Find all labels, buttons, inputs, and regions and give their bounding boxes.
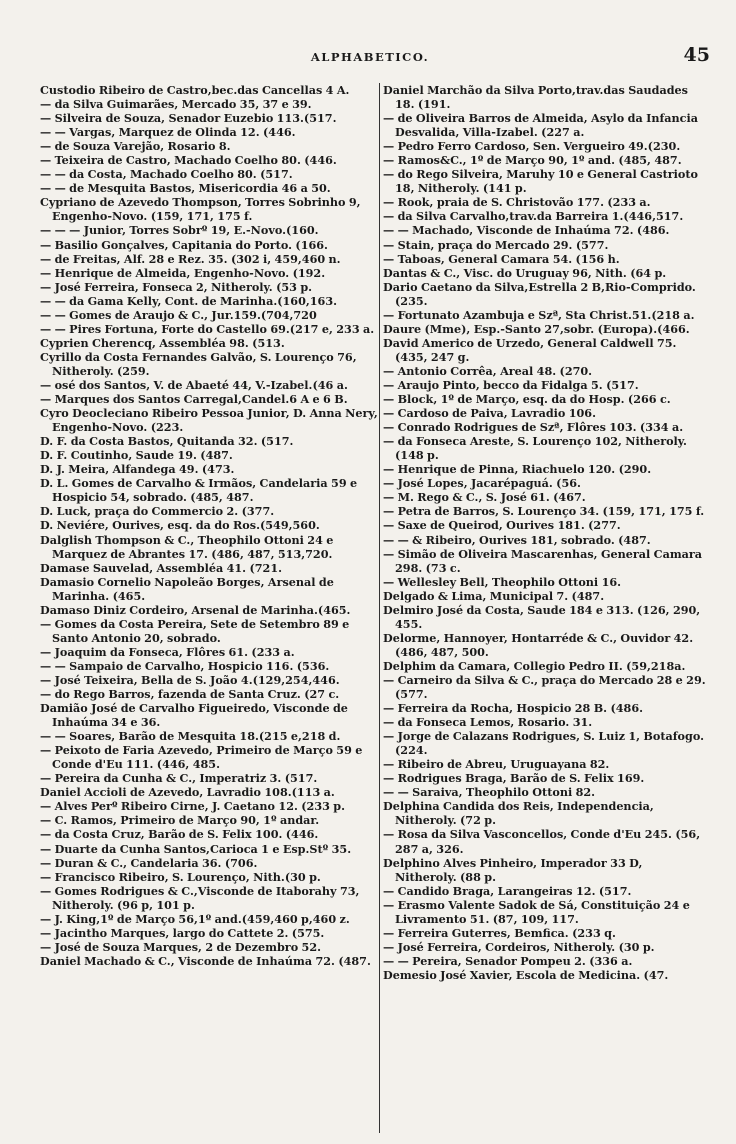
- directory-entry: — Rosa da Silva Vasconcellos, Conde d'Eu 245. (56, 287 a, 326.: [383, 827, 701, 856]
- directory-entry: — do Rego Silveira, Maruhy 10 e General Castrioto 18, Nitheroly. (141 p.: [383, 167, 698, 196]
- directory-entry: Daniel Machado & C., Visconde de Inhaúma 72. (487.: [40, 953, 371, 968]
- directory-entry: Damasio Cornelio Napoleão Borges, Arsenal de Marinha. (465.: [40, 574, 334, 603]
- directory-entry: — J. King,1º de Março 56,1º and.(459,460 p,460 z.: [40, 911, 350, 926]
- page-header: [30, 44, 710, 70]
- directory-entry: David Americo de Urzedo, General Caldwell 75. (435, 247 g.: [383, 335, 677, 364]
- directory-entry: — Rook, praia de S. Christovão 177. (233 a.: [383, 195, 651, 210]
- directory-entry: — — Pereira, Senador Pompeu 2. (336 a.: [383, 953, 633, 968]
- directory-entry: — Jacintho Marques, largo do Cattete 2. (575.: [40, 925, 325, 940]
- directory-entry: — José Ferreira, Cordeiros, Nitheroly. (30 p.: [383, 939, 655, 954]
- directory-entry: — Francisco Ribeiro, S. Lourenço, Nith.(30 p.: [40, 869, 321, 884]
- directory-entry: — José Teixeira, Bella de S. João 4.(129,254,446.: [40, 672, 340, 687]
- directory-entry: — Ferreira da Rocha, Hospicio 28 B. (486.: [383, 701, 644, 716]
- directory-entry: — — Saraiva, Theophilo Ottoni 82.: [383, 785, 596, 800]
- directory-entry: — Rodrigues Braga, Barão de S. Felix 169.: [383, 771, 645, 786]
- directory-entry: D. Luck, praça do Commercio 2. (377.: [40, 504, 275, 519]
- directory-entry: — Gomes da Costa Pereira, Sete de Setembro 89 e Santo Antonio 20, sobrado.: [40, 616, 350, 645]
- directory-entry: — Teixeira de Castro, Machado Coelho 80. (446.: [40, 153, 337, 168]
- directory-entry: Damaso Diniz Cordeiro, Arsenal de Marinha.(465.: [40, 602, 351, 617]
- directory-entry: — Candido Braga, Larangeiras 12. (517.: [383, 883, 632, 898]
- directory-entry: — Jorge de Calazans Rodrigues, S. Luiz 1, Botafogo. (224.: [383, 729, 705, 758]
- page-title: ALPHABETICO.: [310, 50, 430, 64]
- directory-entry: — Fortunato Azambuja e Szª, Sta Christ.51.(218 a.: [383, 307, 695, 322]
- directory-entry: — José Ferreira, Fonseca 2, Nitheroly. (53 p.: [40, 279, 313, 294]
- right-column: [383, 83, 707, 1133]
- directory-entry: — — Sampaio de Carvalho, Hospicio 116. (536.: [40, 658, 330, 673]
- directory-entry: Cyrillo da Costa Fernandes Galvão, S. Lourenço 76, Nitheroly. (259.: [40, 349, 357, 378]
- directory-entry: D. J. Meira, Alfandega 49. (473.: [40, 462, 235, 477]
- directory-entry: — Ramos&C., 1º de Março 90, 1º and. (485, 487.: [383, 153, 682, 168]
- directory-entry: D. F. Coutinho, Saude 19. (487.: [40, 448, 233, 463]
- directory-entry: — de Souza Varejão, Rosario 8.: [40, 139, 231, 154]
- directory-entry: — — — Junior, Torres Sobrº 19, E.-Novo.(160.: [40, 223, 319, 238]
- directory-entry: — do Rego Barros, fazenda de Santa Cruz. (27 c.: [40, 687, 340, 702]
- directory-entry: — Pereira da Cunha & C., Imperatriz 3. (517.: [40, 771, 318, 786]
- directory-entry: Delgado & Lima, Municipal 7. (487.: [383, 588, 605, 603]
- directory-entry: Cyro Deocleciano Ribeiro Pessoa Junior, D. Anna Nery, Engenho-Novo. (223.: [40, 406, 378, 435]
- directory-entry: — C. Ramos, Primeiro de Março 90, 1º andar.: [40, 813, 320, 828]
- directory-entry: Daniel Accioli de Azevedo, Lavradio 108.(113 a.: [40, 785, 335, 800]
- directory-entry: — Stain, praça do Mercado 29. (577.: [383, 237, 609, 252]
- directory-entry: Cyprien Cherencq, Assembléa 98. (513.: [40, 335, 285, 350]
- directory-entry: — Wellesley Bell, Theophilo Ottoni 16.: [383, 574, 622, 589]
- directory-entry: — Erasmo Valente Sadok de Sá, Constituição 24 e Livramento 51. (87, 109, 117.: [383, 897, 690, 926]
- directory-entry: — Duarte da Cunha Santos,Carioca 1 e Esp.Stº 35.: [40, 841, 352, 856]
- directory-entry: Dario Caetano da Silva,Estrella 2 B,Rio-Comprido. (235.: [383, 279, 696, 308]
- directory-entry: — Peixoto de Faria Azevedo, Primeiro de Março 59 e Conde d'Eu 111. (446, 485.: [40, 743, 363, 772]
- directory-entry: — da Silva Guimarães, Mercado 35, 37 e 39.: [40, 97, 312, 112]
- directory-entry: — — Machado, Visconde de Inhaúma 72. (486.: [383, 223, 670, 238]
- directory-entry: — Alves Perº Ribeiro Cirne, J. Caetano 12. (233 p.: [40, 799, 346, 814]
- directory-entry: Demesio José Xavier, Escola de Medicina. (47.: [383, 967, 669, 982]
- directory-entry: — José Lopes, Jacarépaguá. (56.: [383, 476, 581, 491]
- directory-entry: — José de Souza Marques, 2 de Dezembro 52.: [40, 939, 322, 954]
- directory-entry: D. L. Gomes de Carvalho & Irmãos, Candelaria 59 e Hospicio 54, sobrado. (485, 487.: [40, 476, 358, 505]
- directory-entry: — Antonio Corrêa, Areal 48. (270.: [383, 363, 593, 378]
- directory-entry: — Duran & C., Candelaria 36. (706.: [40, 855, 258, 870]
- directory-entry: — Henrique de Almeida, Engenho-Novo. (192.: [40, 265, 326, 280]
- directory-entry: Delmiro José da Costa, Saude 184 e 313. (126, 290, 455.: [383, 602, 701, 631]
- directory-entry: — Cardoso de Paiva, Lavradio 106.: [383, 406, 596, 421]
- directory-entry: — da Fonseca Areste, S. Lourenço 102, Nitheroly. (148 p.: [383, 434, 687, 463]
- directory-entry: — — Pires Fortuna, Forte do Castello 69.(217 e, 233 a.: [40, 321, 375, 336]
- directory-entry: Damião José de Carvalho Figueiredo, Visconde de Inhaúma 34 e 36.: [40, 701, 348, 730]
- column-divider: [379, 83, 380, 1133]
- directory-entry: — Carneiro da Silva & C., praça do Mercado 28 e 29. (577.: [383, 672, 706, 702]
- directory-entry: — Basilio Gonçalves, Capitania do Porto. (166.: [40, 237, 328, 252]
- directory-entry: — — da Costa, Machado Coelho 80. (517.: [40, 167, 293, 182]
- directory-entry: — — da Gama Kelly, Cont. de Marinha.(160,163.: [40, 293, 337, 308]
- directory-entry: Daure (Mme), Esp.-Santo 27,sobr. (Europa).(466.: [383, 321, 690, 336]
- directory-entry: Dalglish Thompson & C., Theophilo Ottoni 24 e Marquez de Abrantes 17. (486, 487, 513,720.: [40, 532, 334, 561]
- directory-entry: Delphino Alves Pinheiro, Imperador 33 D, Nitheroly. (88 p.: [383, 855, 643, 884]
- directory-entry: Damase Sauvelad, Assembléa 41. (721.: [40, 560, 283, 575]
- directory-entry: — Araujo Pinto, becco da Fidalga 5. (517.: [383, 377, 639, 392]
- directory-entry: — de Oliveira Barros de Almeida, Asylo da Infancia Desvalida, Villa-Izabel. (227 a.: [383, 111, 698, 140]
- directory-entry: Daniel Marchão da Silva Porto,trav.das Saudades 18. (191.: [383, 83, 688, 112]
- directory-entry: Delphim da Camara, Collegio Pedro II. (59,218a.: [383, 658, 686, 673]
- directory-entry: — Marques dos Santos Carregal,Candel.6 A e 6 B.: [40, 392, 348, 407]
- directory-entry: — da Silva Carvalho,trav.da Barreira 1.(446,517.: [383, 209, 684, 224]
- directory-entry: D. Neviére, Ourives, esq. da do Ros.(549,560.: [40, 518, 320, 533]
- directory-entry: — Gomes Rodrigues & C.,Visconde de Itaborahy 73, Nitheroly. (96 p, 101 p.: [40, 883, 360, 912]
- directory-entry: — Joaquim da Fonseca, Flôres 61. (233 a.: [40, 644, 295, 659]
- directory-entry: — osé dos Santos, V. de Abaeté 44, V.-Izabel.(46 a.: [40, 377, 348, 392]
- directory-entry: Cypriano de Azevedo Thompson, Torres Sobrinho 9, Engenho-Novo. (159, 171, 175 f.: [40, 195, 361, 224]
- directory-entry: — Silveira de Souza, Senador Euzebio 113.(517.: [40, 111, 337, 126]
- page-number: 45: [683, 44, 710, 66]
- directory-entry: Delorme, Hannoyer, Hontarréde & C., Ouvidor 42. (486, 487, 500.: [383, 630, 694, 659]
- directory-entry: — — de Mesquita Bastos, Misericordia 46 a 50.: [40, 181, 331, 196]
- directory-entry: — Taboas, General Camara 54. (156 h.: [383, 251, 620, 266]
- directory-entry: — de Freitas, Alf. 28 e Rez. 35. (302 i, 459,460 n.: [40, 251, 341, 266]
- directory-entry: D. F. da Costa Bastos, Quitanda 32. (517.: [40, 434, 294, 449]
- directory-entry: — Petra de Barros, S. Lourenço 34. (159, 171, 175 f.: [383, 504, 705, 519]
- directory-entry: — Pedro Ferro Cardoso, Sen. Vergueiro 49.(230.: [383, 139, 681, 154]
- left-column: [40, 83, 378, 1133]
- directory-entry: — Saxe de Queirod, Ourives 181. (277.: [383, 518, 621, 533]
- directory-entry: — da Costa Cruz, Barão de S. Felix 100. (446.: [40, 827, 319, 842]
- directory-entry: Dantas & C., Visc. do Uruguay 96, Nith. (64 p.: [383, 265, 667, 280]
- directory-entry: — — & Ribeiro, Ourives 181, sobrado. (487.: [383, 532, 651, 547]
- directory-entry: — M. Rego & C., S. José 61. (467.: [383, 490, 586, 505]
- directory-entry: Custodio Ribeiro de Castro,bec.das Cancellas 4 A.: [40, 83, 350, 97]
- directory-entry: — Block, 1º de Março, esq. da do Hosp. (266 c.: [383, 392, 671, 407]
- directory-entry: — Ribeiro de Abreu, Uruguayana 82.: [383, 757, 610, 772]
- directory-entry: — — Gomes de Araujo & C., Jur.159.(704,720: [40, 307, 317, 322]
- directory-entry: — da Fonseca Lemos, Rosario. 31.: [383, 715, 593, 730]
- directory-entry: — — Vargas, Marquez de Olinda 12. (446.: [40, 125, 296, 140]
- directory-entry: — Conrado Rodrigues de Szª, Flôres 103. (334 a.: [383, 420, 684, 435]
- directory-entry: — Henrique de Pinna, Riachuelo 120. (290.: [383, 462, 652, 477]
- directory-entry: — Simão de Oliveira Mascarenhas, General Camara 298. (73 c.: [383, 546, 703, 575]
- directory-entry: — Ferreira Guterres, Bemfica. (233 q.: [383, 925, 616, 940]
- directory-entry: — — Soares, Barão de Mesquita 18.(215 e,218 d.: [40, 729, 341, 744]
- directory-entry: Delphina Candida dos Reis, Independencia, Nitheroly. (72 p.: [383, 799, 654, 828]
